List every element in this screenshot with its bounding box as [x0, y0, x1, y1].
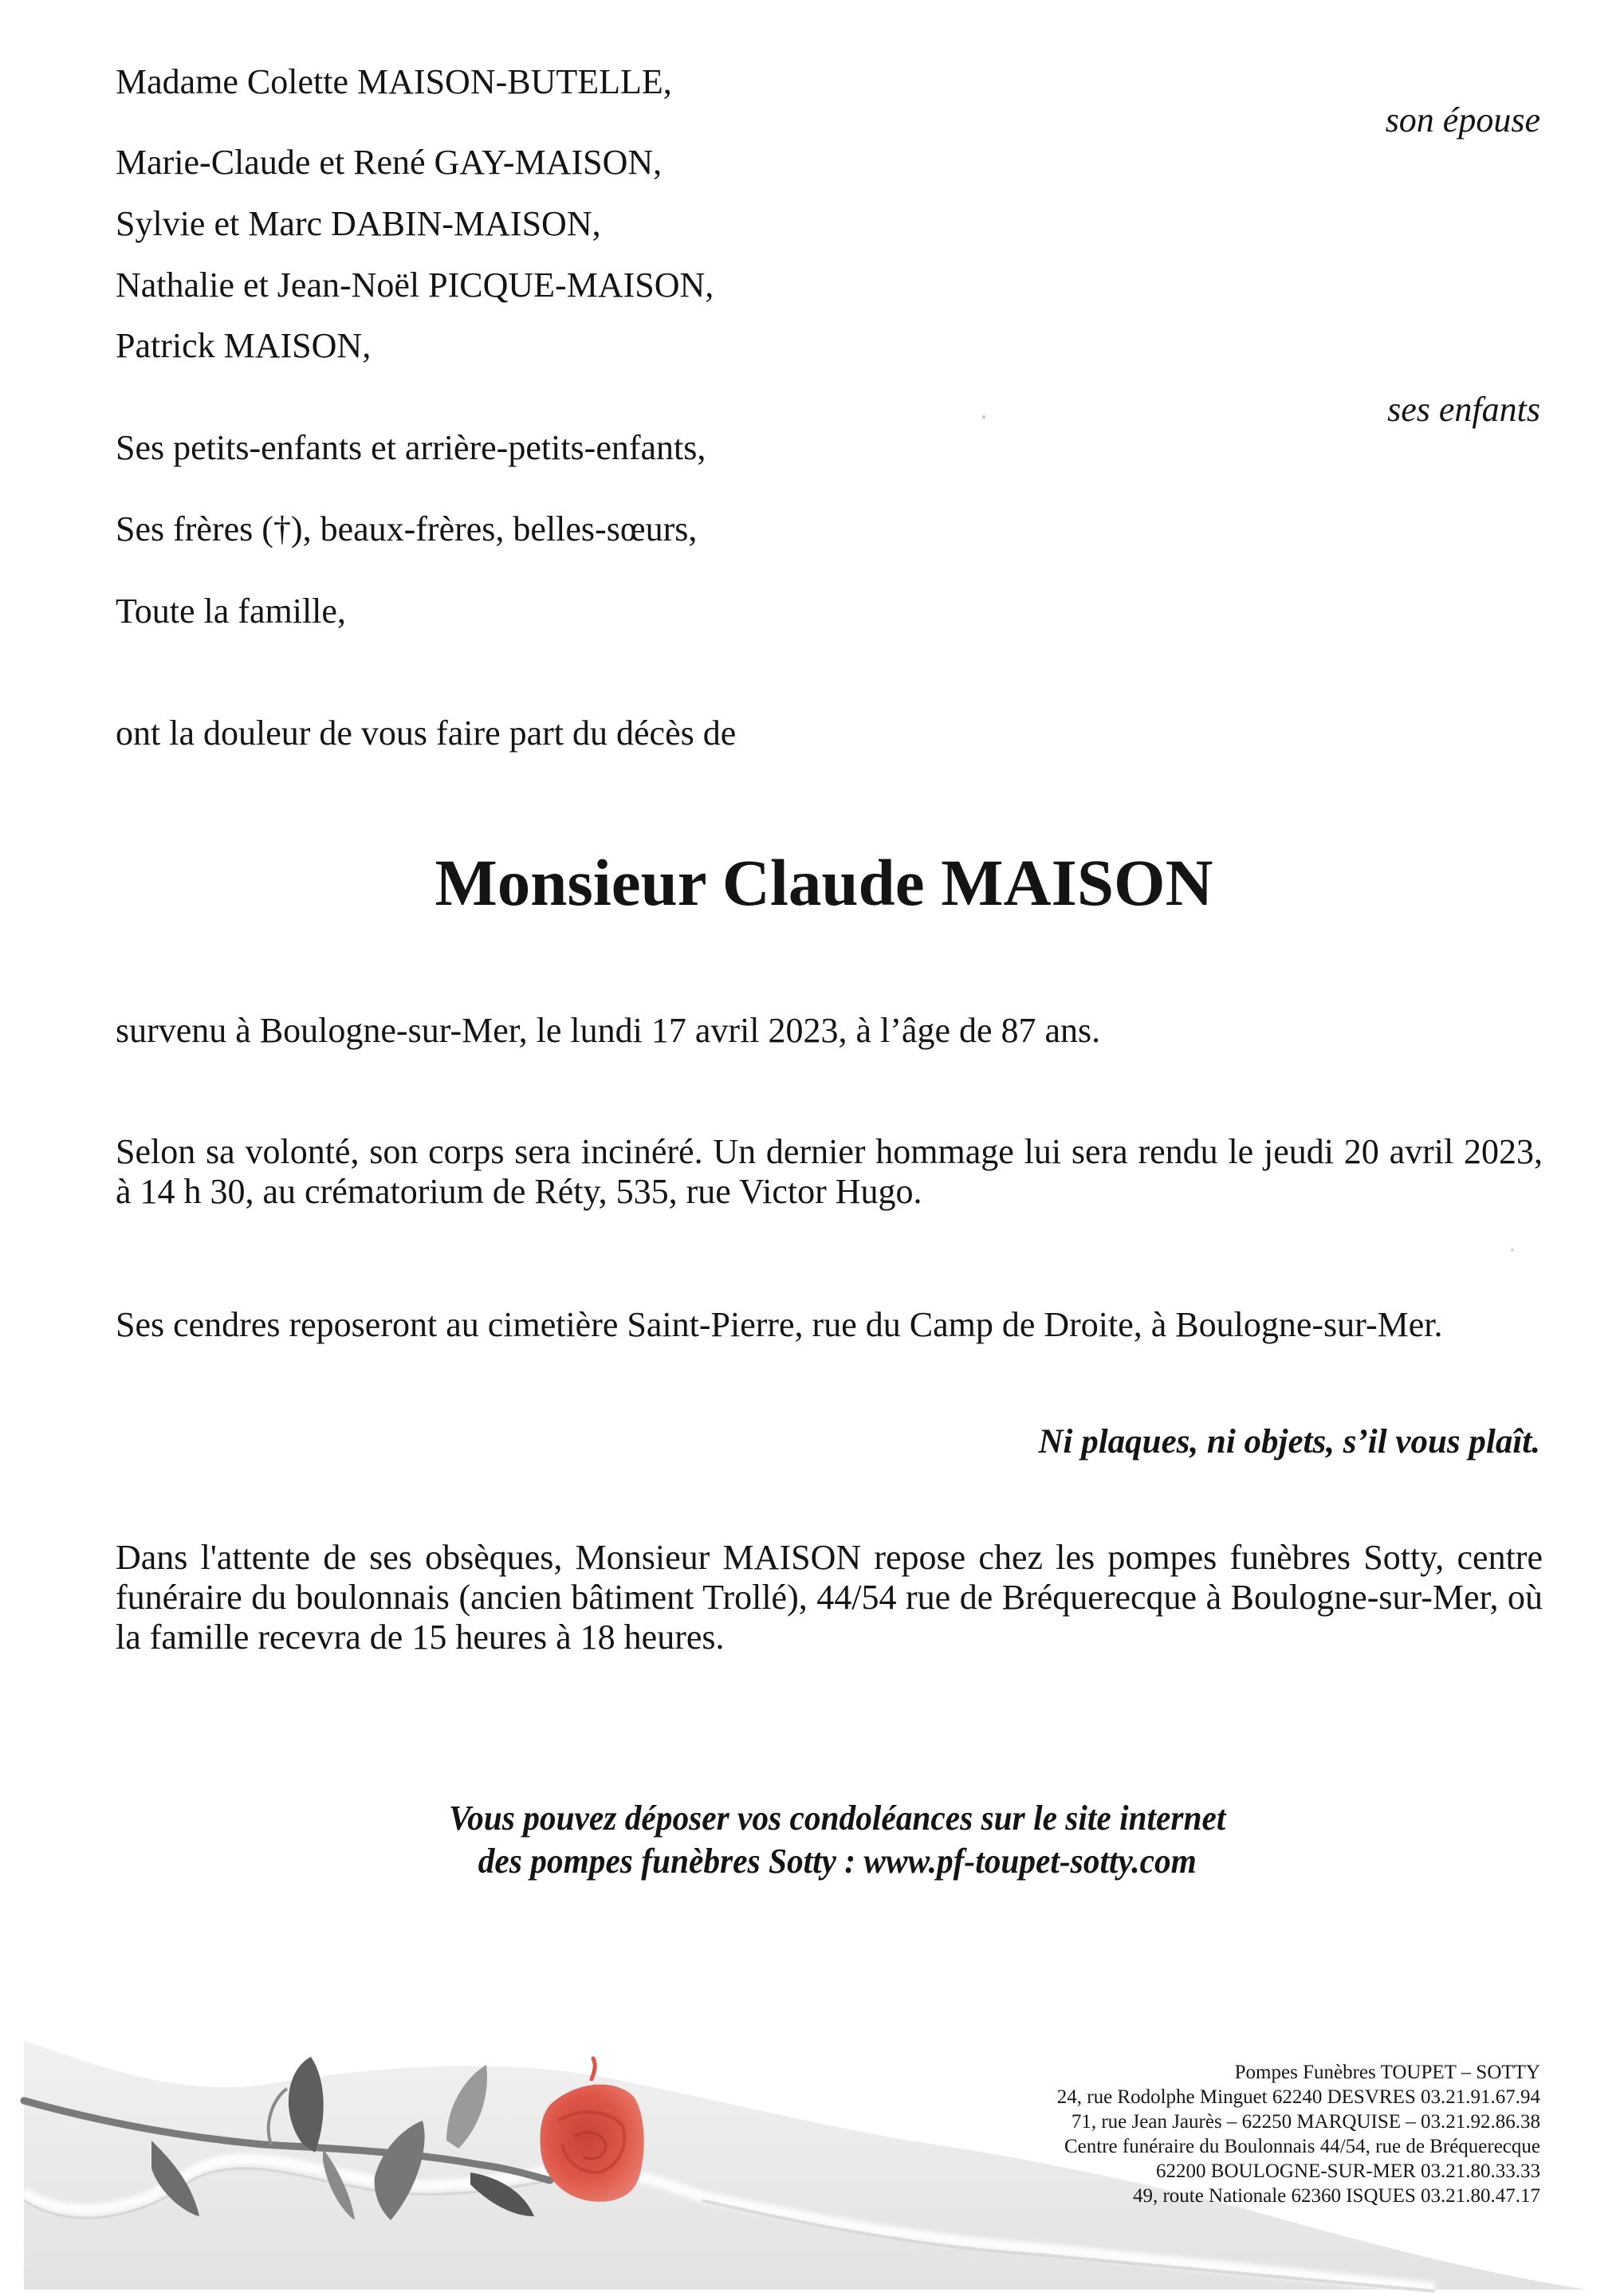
address-line: 62200 BOULOGNE-SUR-MER 03.21.80.33.33: [1156, 2160, 1540, 2182]
condolences-website[interactable]: des pompes funèbres Sotty : www.pf-toupet-sotty.com: [478, 1842, 1197, 1881]
child-line: Sylvie et Marc DABIN-MAISON,: [116, 204, 601, 243]
viewing-line: Dans l'attente de ses obsèques, Monsieur MAISON repose chez les pompes funèbres Sotty, centre: [116, 1538, 1543, 1577]
condolences-text: Vous pouvez déposer vos condoléances sur le site internet: [448, 1799, 1226, 1838]
condolences-line: [0, 1844, 1624, 1879]
wife-relation: son épouse: [1385, 100, 1540, 140]
ceremony-paragraph: [116, 1132, 1543, 1212]
ceremony-line: Selon sa volonté, son corps sera incinéré. Un dernier hommage lui sera rendu le jeudi 20 avril 2023,: [116, 1132, 1543, 1171]
death-info: survenu à Boulogne-sur-Mer, le lundi 17 avril 2023, à l’âge de 87 ans.: [116, 1011, 1101, 1050]
no-flowers-note: Ni plaques, ni objets, s’il vous plaît.: [1038, 1423, 1540, 1461]
family-line: Toute la famille,: [116, 592, 346, 631]
grandchildren-line: Ses petits-enfants et arrière-petits-enfants,: [116, 428, 706, 467]
scan-speck: [982, 415, 985, 419]
siblings-line: Ses frères (†), beaux-frères, belles-sœurs,: [116, 509, 698, 548]
wife-name: Madame Colette MAISON-BUTELLE,: [116, 62, 672, 101]
address-line: Centre funéraire du Boulonnais 44/54, rue de Bréquerecque: [1064, 2136, 1540, 2157]
child-line: Marie-Claude et René GAY-MAISON,: [116, 143, 663, 182]
announcement-intro: ont la douleur de vous faire part du décès de: [116, 714, 737, 753]
ceremony-line: à 14 h 30, au crématorium de Réty, 535, rue Victor Hugo.: [116, 1172, 922, 1211]
address-line: 24, rue Rodolphe Minguet 62240 DESVRES 03.21.91.67.94: [1056, 2086, 1540, 2108]
children-relation: ses enfants: [1387, 390, 1540, 429]
company-name: Pompes Funèbres TOUPET – SOTTY: [1234, 2062, 1540, 2083]
viewing-line: funéraire du boulonnais (ancien bâtiment Trollé), 44/54 rue de Bréquerecque à Boulogne-sur-Mer, où: [116, 1578, 1543, 1617]
viewing-paragraph: [116, 1538, 1543, 1657]
child-line: Nathalie et Jean-Noël PICQUE-MAISON,: [116, 265, 714, 305]
condolences-line: [0, 1801, 1624, 1836]
funeral-home-contact: [1057, 2060, 1540, 2208]
viewing-line: la famille recevra de 15 heures à 18 heures.: [116, 1618, 725, 1657]
child-line: Patrick MAISON,: [116, 326, 372, 365]
scan-speck: [1511, 1248, 1514, 1252]
address-line: 71, rue Jean Jaurès – 62250 MARQUISE – 03.21.92.86.38: [1071, 2111, 1540, 2133]
ashes-info: Ses cendres reposeront au cimetière Saint-Pierre, rue du Camp de Droite, à Boulogne-sur-Mer.: [116, 1305, 1443, 1344]
address-line: 49, route Nationale 62360 ISQUES 03.21.80.47.17: [1132, 2185, 1540, 2207]
deceased-name: Monsieur Claude MAISON: [435, 846, 1213, 919]
